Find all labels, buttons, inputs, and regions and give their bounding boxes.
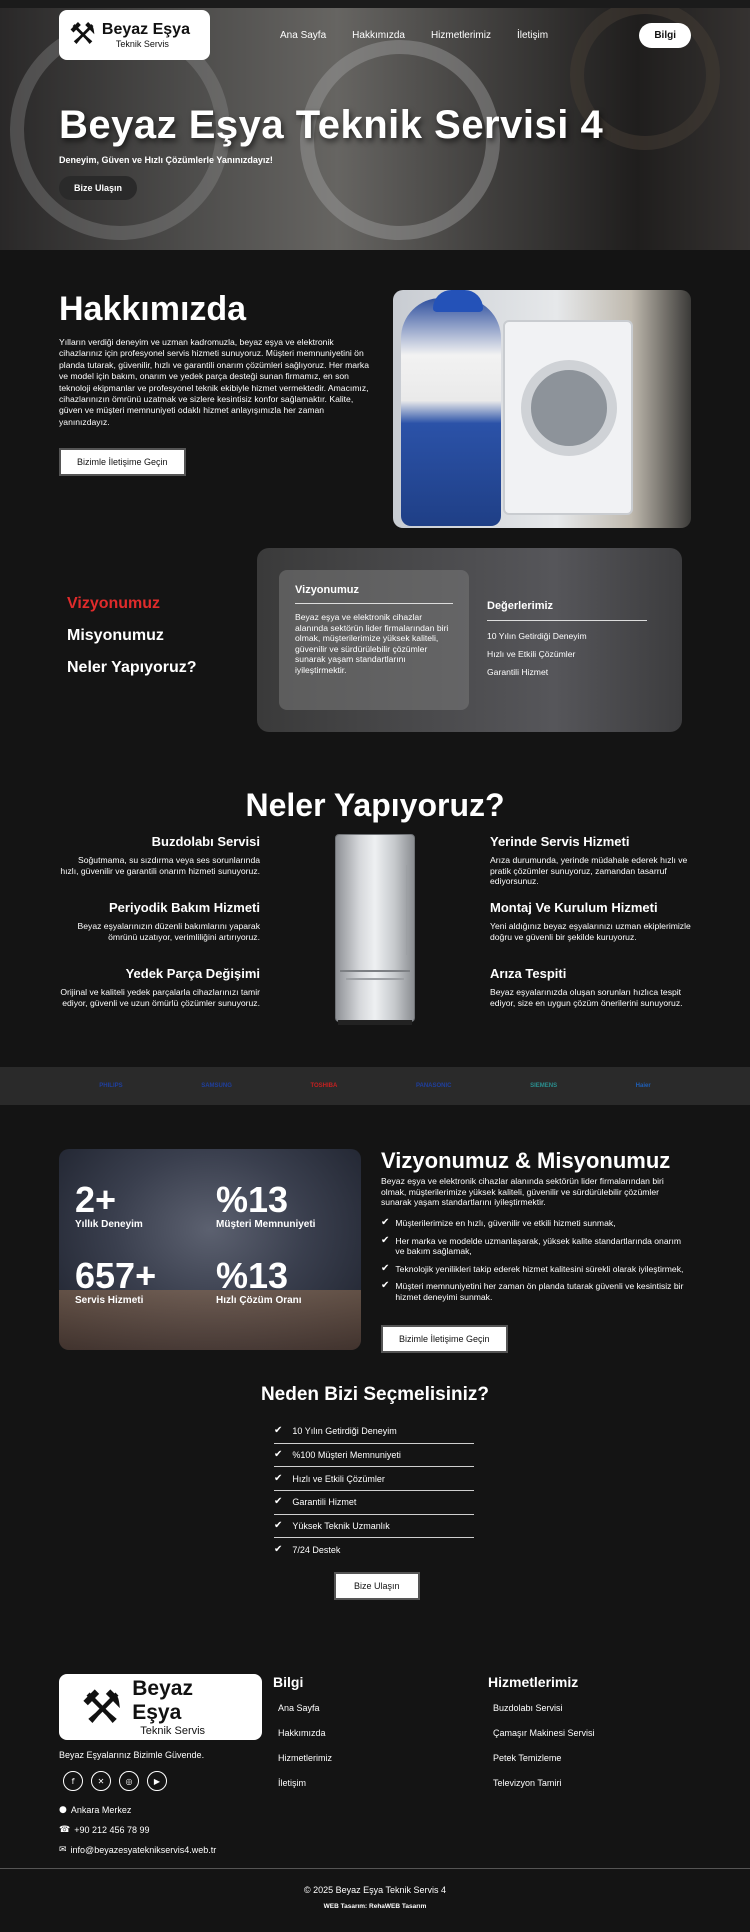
facebook-icon[interactable]: f <box>63 1771 83 1791</box>
nav-link-home[interactable]: Ana Sayfa <box>280 29 327 41</box>
hero-tagline: Deneyim, Güven ve Hızlı Çözümlerle Yanınızdayız! <box>59 155 273 165</box>
list-item: ✔ Müşteri memnuniyetini her zaman ön planda tutarak güvenli ve kesintisiz bir hizmet deneyimi sunmak. <box>381 1280 684 1302</box>
brand-logo: PANASONIC <box>415 1083 452 1089</box>
list-item: ✔ Yüksek Teknik Uzmanlık <box>274 1515 474 1539</box>
design-credit[interactable]: WEB Tasarım: RehaWEB Tasarım <box>323 1903 427 1910</box>
footer-col-info <box>273 1674 332 1803</box>
services-title: Neler Yapıyoruz? <box>245 787 505 823</box>
footer-col-title: Bilgi <box>273 1674 304 1690</box>
stat-label: Yıllık Deneyim <box>75 1219 143 1230</box>
logo-line2: Teknik Servis <box>140 1725 206 1737</box>
list-item: ✔ Her marka ve modelde uzmanlaşarak, yüksek kalite standartlarında onarım ve bakım sağlamak, <box>381 1234 682 1257</box>
list-item: ✔ Garantili Hizmet <box>274 1491 474 1515</box>
check-icon: ✔ <box>274 1449 283 1461</box>
logo-line2: Teknik Servis <box>115 39 169 49</box>
service-title: Arıza Tespiti <box>490 966 567 981</box>
refrigerator-image <box>335 834 415 1022</box>
technician-image <box>393 290 691 528</box>
social-links <box>63 1771 167 1791</box>
nav-menu <box>280 30 574 41</box>
service-item <box>490 966 692 1008</box>
hero-contact-button[interactable]: Bize Ulaşın <box>59 176 137 200</box>
service-item <box>58 900 260 942</box>
tools-icon: ⚒ <box>69 17 96 52</box>
vision-card-text: Beyaz eşya ve elektronik cihazlar alanında sektörün lider firmalarından biri olmak, müşterilerimize yüksek kaliteli, güvenilir ve sürdürülebilir çözümler sunarak yaşam standartlarını iyileştirmektir. <box>295 612 449 675</box>
info-tabs <box>67 595 197 691</box>
tab-mission[interactable]: Misyonumuz <box>67 627 164 644</box>
service-title: Yerinde Servis Hizmeti <box>490 834 630 849</box>
value-item: Garantili Hizmet <box>487 667 549 677</box>
service-item <box>490 900 692 942</box>
location-icon: ● <box>59 1805 67 1815</box>
service-item <box>490 834 692 887</box>
stat-item <box>75 1181 143 1230</box>
hero-section <box>0 0 750 250</box>
check-icon: ✔ <box>381 1262 390 1274</box>
mail-icon: ✉ <box>59 1845 67 1855</box>
check-icon: ✔ <box>381 1217 390 1228</box>
stat-value: %13 <box>216 1255 289 1296</box>
service-text: Soğutmama, su sızdırma veya ses sorunlarında hızlı, güvenilir ve garantili onarım hizmeti sunuyoruz. <box>60 855 260 876</box>
hero-title: Beyaz Eşya Teknik Servisi 4 <box>59 103 604 147</box>
check-icon: ✔ <box>381 1234 390 1246</box>
footer-link[interactable]: Petek Temizleme <box>493 1753 562 1763</box>
logo-line1: Beyaz Eşya <box>132 1677 193 1724</box>
footer-link[interactable]: Ana Sayfa <box>278 1703 320 1713</box>
values-title: Değerlerimiz <box>487 600 647 621</box>
site-logo[interactable] <box>59 10 210 60</box>
service-item <box>58 834 260 876</box>
list-item: ✔ 10 Yılın Getirdiği Deneyim <box>274 1420 474 1444</box>
instagram-icon[interactable]: ◎ <box>119 1771 139 1791</box>
check-icon: ✔ <box>274 1425 283 1437</box>
stat-item <box>216 1181 315 1230</box>
phone-icon: ☎ <box>59 1825 71 1835</box>
check-icon: ✔ <box>274 1496 283 1508</box>
contact-email[interactable]: ✉ info@beyazesyateknikservis4.web.tr <box>59 1845 217 1855</box>
footer-link[interactable]: İletişim <box>278 1778 307 1788</box>
vision-mission-text: Beyaz eşya ve elektronik cihazlar alanında sektörün lider firmalarından biri olmak, müşterilerimize yüksek kaliteli, güvenilir ve sürdürülebilir çözümler sunarak yaşam standartlarını iyileştirmektir. <box>381 1176 664 1208</box>
footer-divider <box>0 1868 750 1869</box>
check-icon: ✔ <box>381 1280 390 1292</box>
footer-link[interactable]: Televizyon Tamiri <box>493 1778 562 1788</box>
brand-logo: SIEMENS <box>530 1083 558 1089</box>
values-list <box>487 600 647 685</box>
footer-logo[interactable] <box>59 1674 262 1740</box>
contact-phone[interactable]: ☎ +90 212 456 78 99 <box>59 1825 150 1835</box>
about-contact-button[interactable]: Bizimle İletişime Geçin <box>59 448 186 476</box>
why-title: Neden Bizi Seçmelisiniz? <box>260 1384 490 1405</box>
stat-label: Müşteri Memnuniyeti <box>216 1219 316 1230</box>
service-text: Beyaz eşyalarınızda oluşan sorunları hızlıca tespit ediyor, size en uygun çözüm önerilerini sunuyoruz. <box>490 987 683 1008</box>
logo-line1: Beyaz Eşya <box>101 21 190 38</box>
brand-strip <box>0 1067 750 1105</box>
stat-label: Hızlı Çözüm Oranı <box>216 1295 302 1306</box>
technician-cap <box>433 290 483 312</box>
washing-machine-door <box>521 360 617 456</box>
list-item: ✔ 7/24 Destek <box>274 1544 341 1556</box>
footer-col-services <box>488 1674 595 1803</box>
check-icon: ✔ <box>274 1472 283 1484</box>
brand-logo: Haier <box>635 1083 651 1089</box>
check-icon: ✔ <box>274 1520 283 1532</box>
about-title: Hakkımızda <box>59 290 247 328</box>
stat-label: Servis Hizmeti <box>75 1295 144 1306</box>
main-nav <box>59 10 691 60</box>
footer-link[interactable]: Çamaşır Makinesi Servisi <box>493 1728 595 1738</box>
list-item: ✔ Hızlı ve Etkili Çözümler <box>274 1467 474 1491</box>
check-icon: ✔ <box>274 1544 283 1556</box>
footer-slogan: Beyaz Eşyalarınız Bizimle Güvende. <box>59 1750 205 1760</box>
stat-value: %13 <box>216 1179 289 1220</box>
list-item: ✔ Teknolojik yenilikleri takip ederek hizmet kalitesini sürekli olarak iyileştirmek, <box>381 1262 684 1274</box>
tab-vision[interactable]: Vizyonumuz <box>67 595 161 612</box>
footer-link[interactable]: Hizmetlerimiz <box>278 1753 332 1763</box>
value-item: 10 Yılın Getirdiği Deneyim <box>487 631 587 641</box>
tools-icon: ⚒ <box>81 1680 123 1734</box>
service-title: Yedek Parça Değişimi <box>125 966 260 981</box>
stat-value: 2+ <box>75 1179 117 1220</box>
nav-link-contact[interactable]: İletişim <box>516 29 549 41</box>
service-title: Periyodik Bakım Hizmeti <box>109 900 260 915</box>
youtube-icon[interactable]: ▶ <box>147 1771 167 1791</box>
service-text: Orijinal ve kaliteli yedek parçalarla cihazlarınızı tamir ediyor, güvenli ve uzun ömürlü çözümler sunuyoruz. <box>60 987 260 1008</box>
vision-contact-button[interactable]: Bizimle İletişime Geçin <box>381 1325 508 1353</box>
service-item <box>58 966 260 1008</box>
value-item: Hızlı ve Etkili Çözümler <box>487 649 576 659</box>
contact-address: ● Ankara Merkez <box>59 1805 132 1815</box>
vision-card <box>279 570 469 710</box>
tab-what-we-do[interactable]: Neler Yapıyoruz? <box>67 659 197 676</box>
stat-value: 657+ <box>75 1255 157 1296</box>
x-icon[interactable]: ✕ <box>91 1771 111 1791</box>
why-contact-button[interactable]: Bize Ulaşın <box>334 1572 420 1600</box>
service-text: Beyaz eşyalarınızın düzenli bakımlarını yaparak ömrünü uzatıyor, verimliliğini artırıyoruz. <box>77 921 260 942</box>
nav-link-about[interactable]: Hakkımızda <box>352 29 405 41</box>
service-text: Arıza durumunda, yerinde müdahale ederek hızlı ve pratik çözümler sunuyoruz, zamandan tasarruf ediyorsunuz. <box>490 855 688 887</box>
top-bar <box>0 0 750 8</box>
footer-col-title: Hizmetlerimiz <box>488 1674 579 1690</box>
brand-logo: SAMSUNG <box>201 1083 232 1089</box>
stat-item <box>216 1257 302 1306</box>
service-title: Montaj Ve Kurulum Hizmeti <box>490 900 658 915</box>
copyright: © 2025 Beyaz Eşya Teknik Servis 4 <box>303 1885 447 1895</box>
mission-list <box>381 1218 691 1310</box>
why-list <box>274 1420 474 1562</box>
list-item: ✔ Müşterilerimize en hızlı, güvenilir ve etkili hizmeti sunmak, <box>381 1217 616 1228</box>
stats-panel <box>59 1149 361 1350</box>
technician-figure <box>401 298 501 526</box>
brand-logo: PHILIPS <box>99 1083 123 1089</box>
tab-panel <box>257 548 682 732</box>
stat-item <box>75 1257 156 1306</box>
about-text: Yılların verdiği deneyim ve uzman kadromuzla, beyaz eşya ve elektronik cihazlarınız için profesyonel servis hizmeti sunuyoruz. Müşteri memnuniyetini ön planda tutarak, güvenilir, hızlı ve garantili onarım çözümleri sağlıyoruz. Her marka ve model için bakım, onarım ve yedek parça desteği sunan firmamız, en son teknoloji ekipmanlar ve profesyonel teknik ekibiyle hizmet vermektedir. Amacımız, cihazlarınızın ömrünü uzatmak ve sizlere kesintisiz konfor sağlamaktır. Kalite, güven ve müşteri memnuniyeti odaklı hizmet anlayışımızla her zaman yanınızdayız. <box>59 337 369 427</box>
vision-card-title: Vizyonumuz <box>295 584 453 604</box>
vision-mission-title: Vizyonumuz & Misyonumuz <box>381 1148 671 1173</box>
list-item: ✔ %100 Müşteri Memnuniyeti <box>274 1444 474 1468</box>
nav-link-services[interactable]: Hizmetlerimiz <box>430 29 491 41</box>
service-title: Buzdolabı Servisi <box>151 834 260 849</box>
footer-link[interactable]: Hakkımızda <box>278 1728 326 1738</box>
brand-logo: TOSHIBA <box>310 1083 338 1089</box>
footer-link[interactable]: Buzdolabı Servisi <box>493 1703 563 1713</box>
service-text: Yeni aldığınız beyaz eşyalarınızı uzman ekiplerimizle doğru ve güvenli bir şekilde kuruyoruz. <box>490 921 691 942</box>
info-button[interactable]: Bilgi <box>639 23 691 48</box>
